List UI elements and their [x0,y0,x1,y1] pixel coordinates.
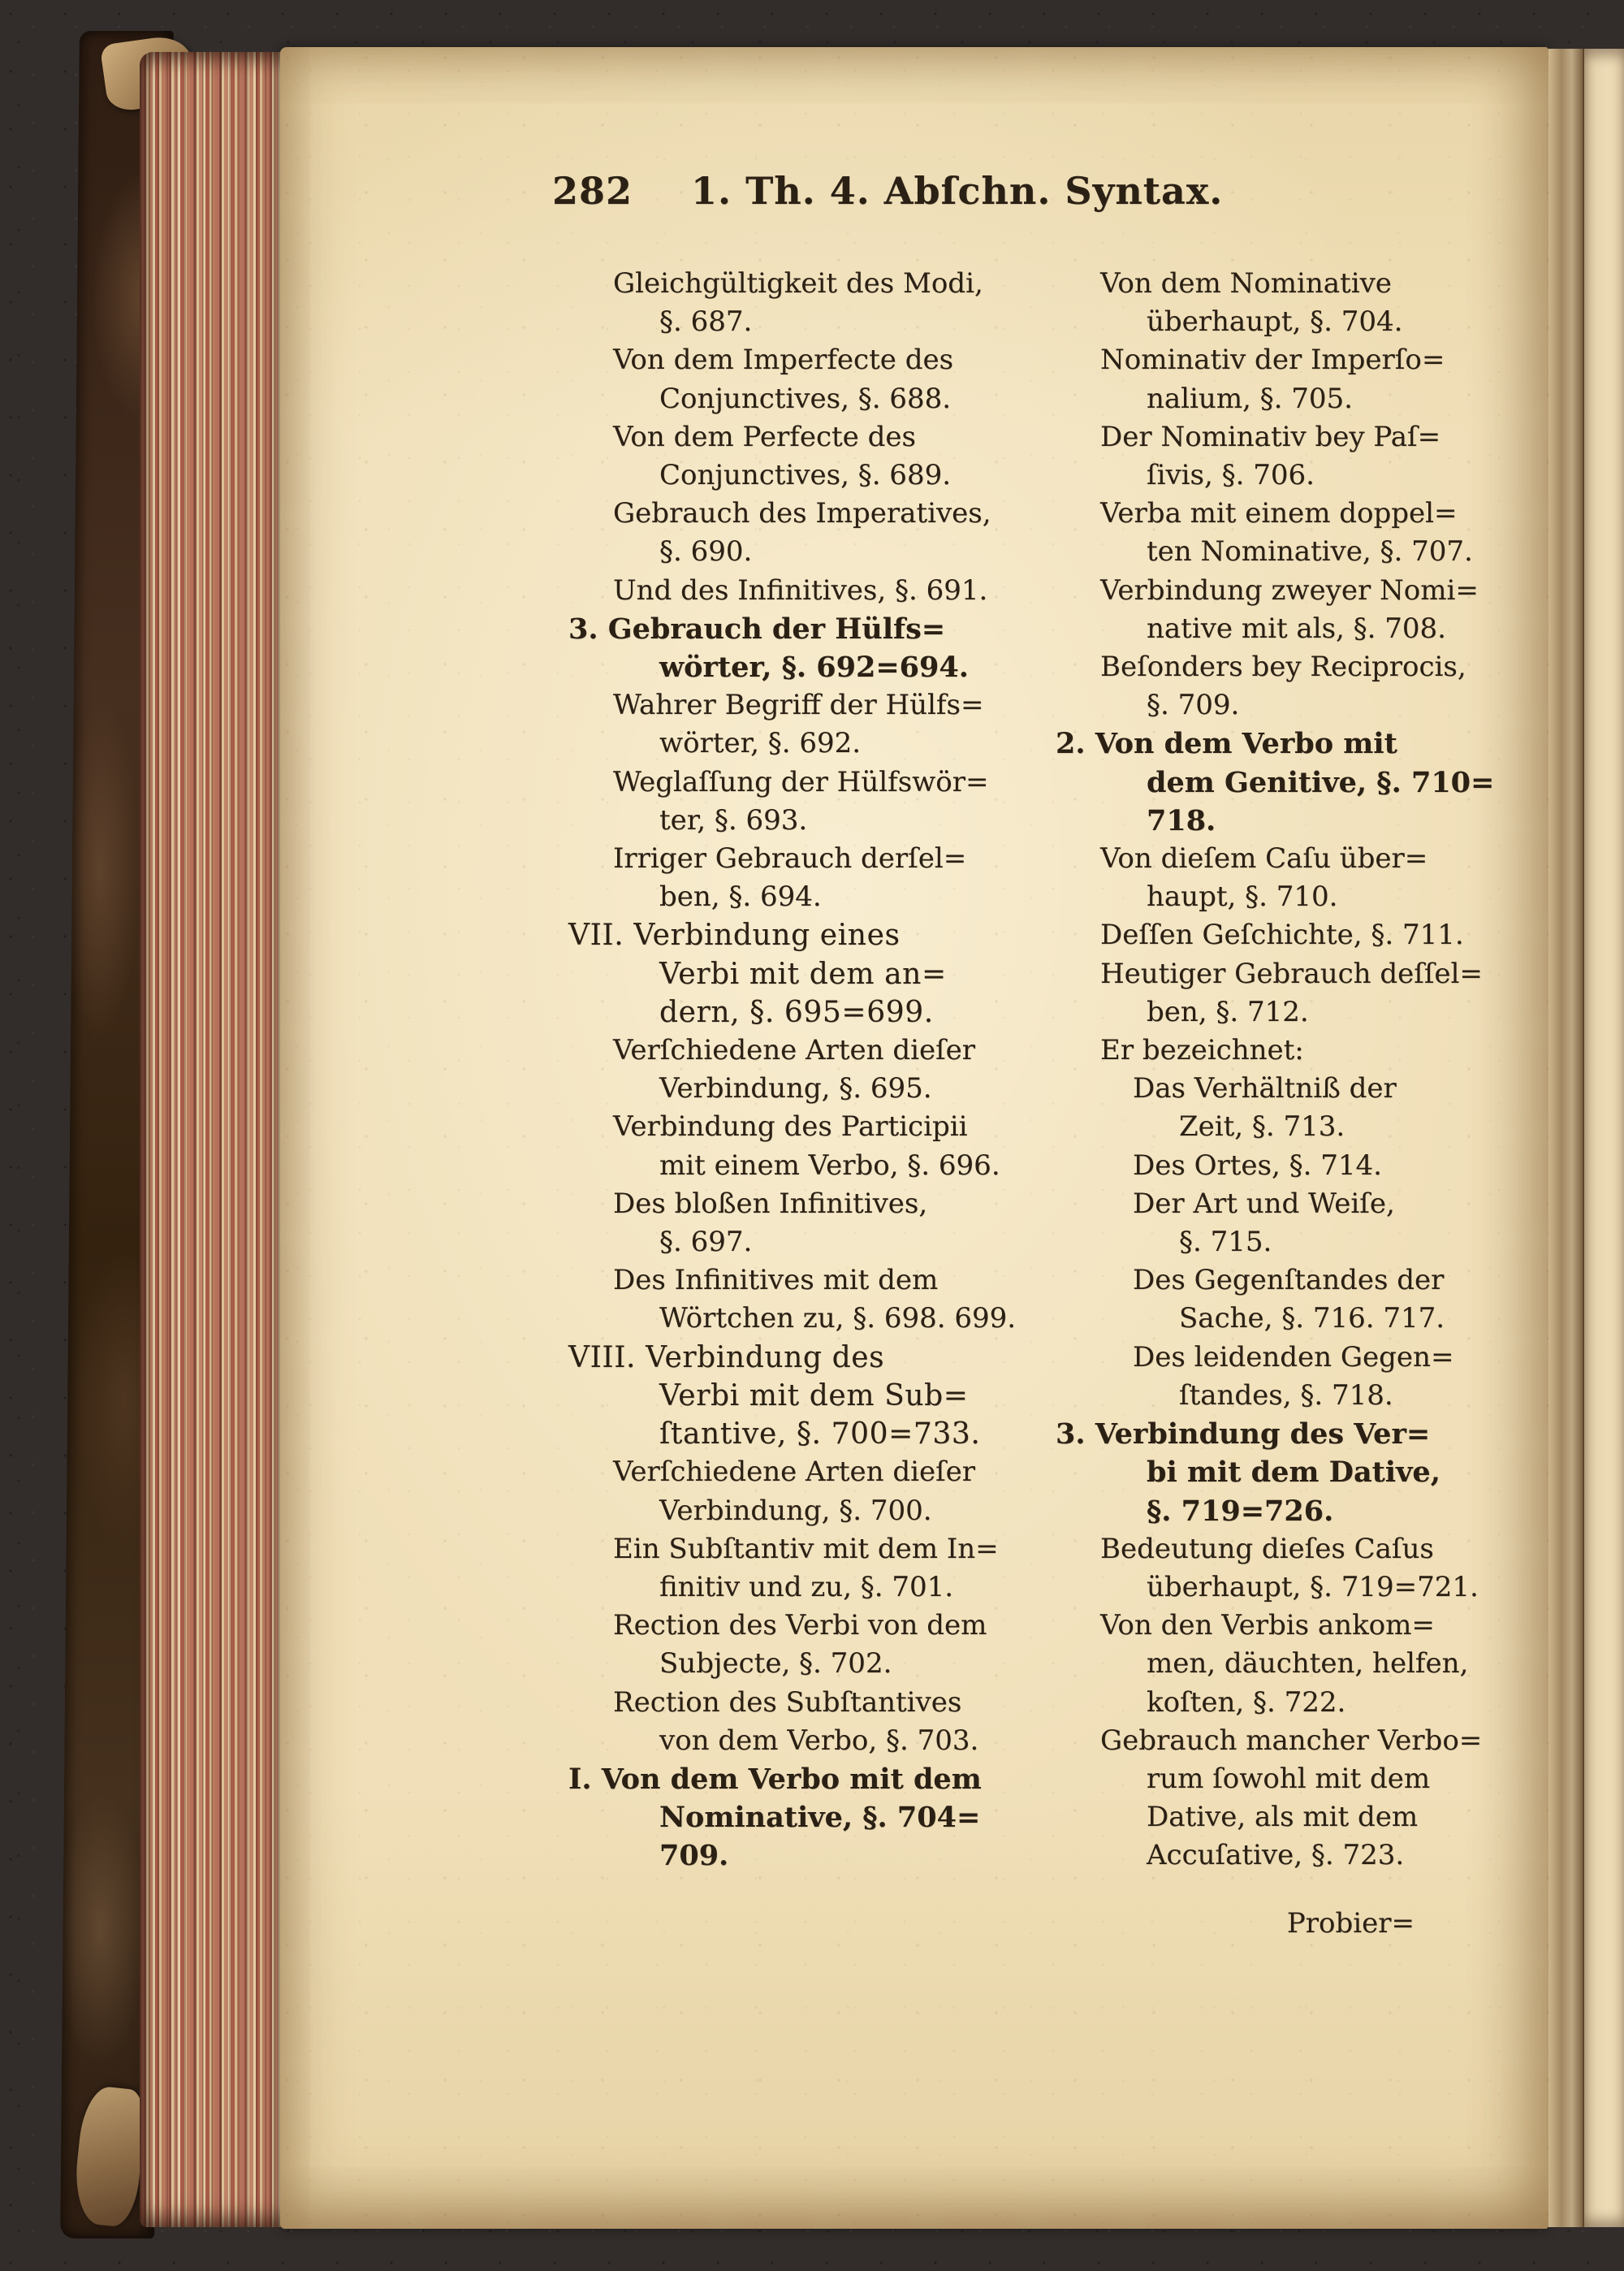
toc-entry: Gebrauch mancher Verbo= rum ſowohl mit dem Dative, als mit dem Accuſative, §. 723. [1100,1724,1483,1872]
toc-entry: Der Art und Weiſe, §. 715. [1133,1187,1395,1259]
toc-entry: Beſonders bey Reciprocis, §. 709. [1100,651,1466,722]
toc-entry: Des Infinitives mit dem Wörtchen zu, §. 698. 699. [613,1264,1017,1335]
toc-entry: Verſchiedene Arten dieſer Verbindung, §. 700. [613,1456,976,1527]
toc-entry: Des leidenden Gegen= ſtandes, §. 718. [1133,1340,1454,1412]
toc-entry: Irriger Gebrauch derſel= ben, §. 694. [613,842,967,914]
toc-entry: Von dem Perfecte des Conjunctives, §. 689. [613,420,952,492]
running-header [552,169,1223,213]
toc-entry: 2. Von dem Verbo mit dem Genitive, §. 710= 718. [1056,727,1495,837]
toc-entry: Und des Infinitives, §. 691. [613,573,988,607]
toc-entry: Deſſen Geſchichte, §. 711. [1100,919,1464,952]
toc-entry: I. Von dem Verbo mit dem Nominative, §. 704= 709. [568,1762,982,1873]
toc-entry: Nominativ der Imperſo= nalium, §. 705. [1100,344,1445,415]
catchword: Probier= [1286,1906,1415,1940]
binding-gutter-shadow [1548,49,1583,2227]
toc-entry: Das Verhältniß der Zeit, §. 713. [1133,1072,1397,1144]
toc-entry: Von den Verbis ankom= men, däuchten, helfen, koſten, §. 722. [1100,1609,1469,1719]
book-page [280,47,1548,2229]
toc-entry: Verſchiedene Arten dieſer Verbindung, §. 695. [613,1034,976,1105]
toc-entry: Verba mit einem doppel= ten Nominative, §. 707. [1100,497,1473,569]
toc-entry: Des bloßen Infinitives, §. 697. [613,1187,928,1259]
toc-entry: Gleichgültigkeit des Modi, §. 687. [613,267,983,339]
toc-entry: Wahrer Begriff der Hülfs= wörter, §. 692. [613,689,984,760]
toc-entry: Rection des Subſtantives von dem Verbo, §. 703. [613,1685,979,1757]
toc-entry: Gebrauch des Imperatives, §. 690. [613,497,991,569]
page-number: 282 [552,169,633,213]
toc-entry: Ein Subſtantiv mit dem In= finitiv und zu, §. 701. [613,1532,999,1603]
toc-entry: Des Ortes, §. 714. [1133,1148,1382,1182]
toc-entry: Des Gegenſtandes der Sache, §. 716. 717. [1133,1264,1445,1335]
toc-entry: Von dem Imperfecte des Conjunctives, §. 688. [613,344,954,415]
toc-entry: Verbindung des Participii mit einem Verbo, §. 696. [613,1110,1000,1182]
toc-entry: 3. Gebrauch der Hülfs= wörter, §. 692=694. [568,612,969,685]
header-title: 1. Th. 4. Abſchn. Syntax. [691,169,1224,213]
toc-entry: Der Nominativ bey Paſ= ſivis, §. 706. [1100,420,1441,492]
toc-entry: Von dem Nominative überhaupt, §. 704. [1100,267,1403,339]
adjacent-page-edge [1583,49,1624,2227]
toc-entry: Heutiger Gebrauch deſſel= ben, §. 712. [1100,957,1483,1028]
toc-entry: Rection des Verbi von dem Subjecte, §. 702. [613,1609,987,1681]
toc-entry: Weglaſſung der Hülfswör= ter, §. 693. [613,765,989,837]
toc-entry: VII. Verbindung eines Verbi mit dem an= dern, §. 695=699. [568,919,947,1029]
toc-entry: Bedeutung dieſes Caſus überhaupt, §. 719=721. [1100,1532,1479,1603]
toc-column-right [1056,265,1495,1943]
fanned-page-edges [140,52,287,2227]
toc-entry: 3. Verbindung des Ver= bi mit dem Dative, §. 719=726. [1056,1417,1440,1528]
toc-entry: Von dieſem Caſu über= haupt, §. 710. [1100,842,1428,914]
toc-column-left [568,265,1017,1875]
toc-entry: VIII. Verbindung des Verbi mit dem Sub= ſtantive, §. 700=733. [568,1340,981,1451]
toc-entry: Verbindung zweyer Nomi= native mit als, §. 708. [1100,573,1479,645]
toc-entry: Er bezeichnet: [1100,1034,1304,1067]
